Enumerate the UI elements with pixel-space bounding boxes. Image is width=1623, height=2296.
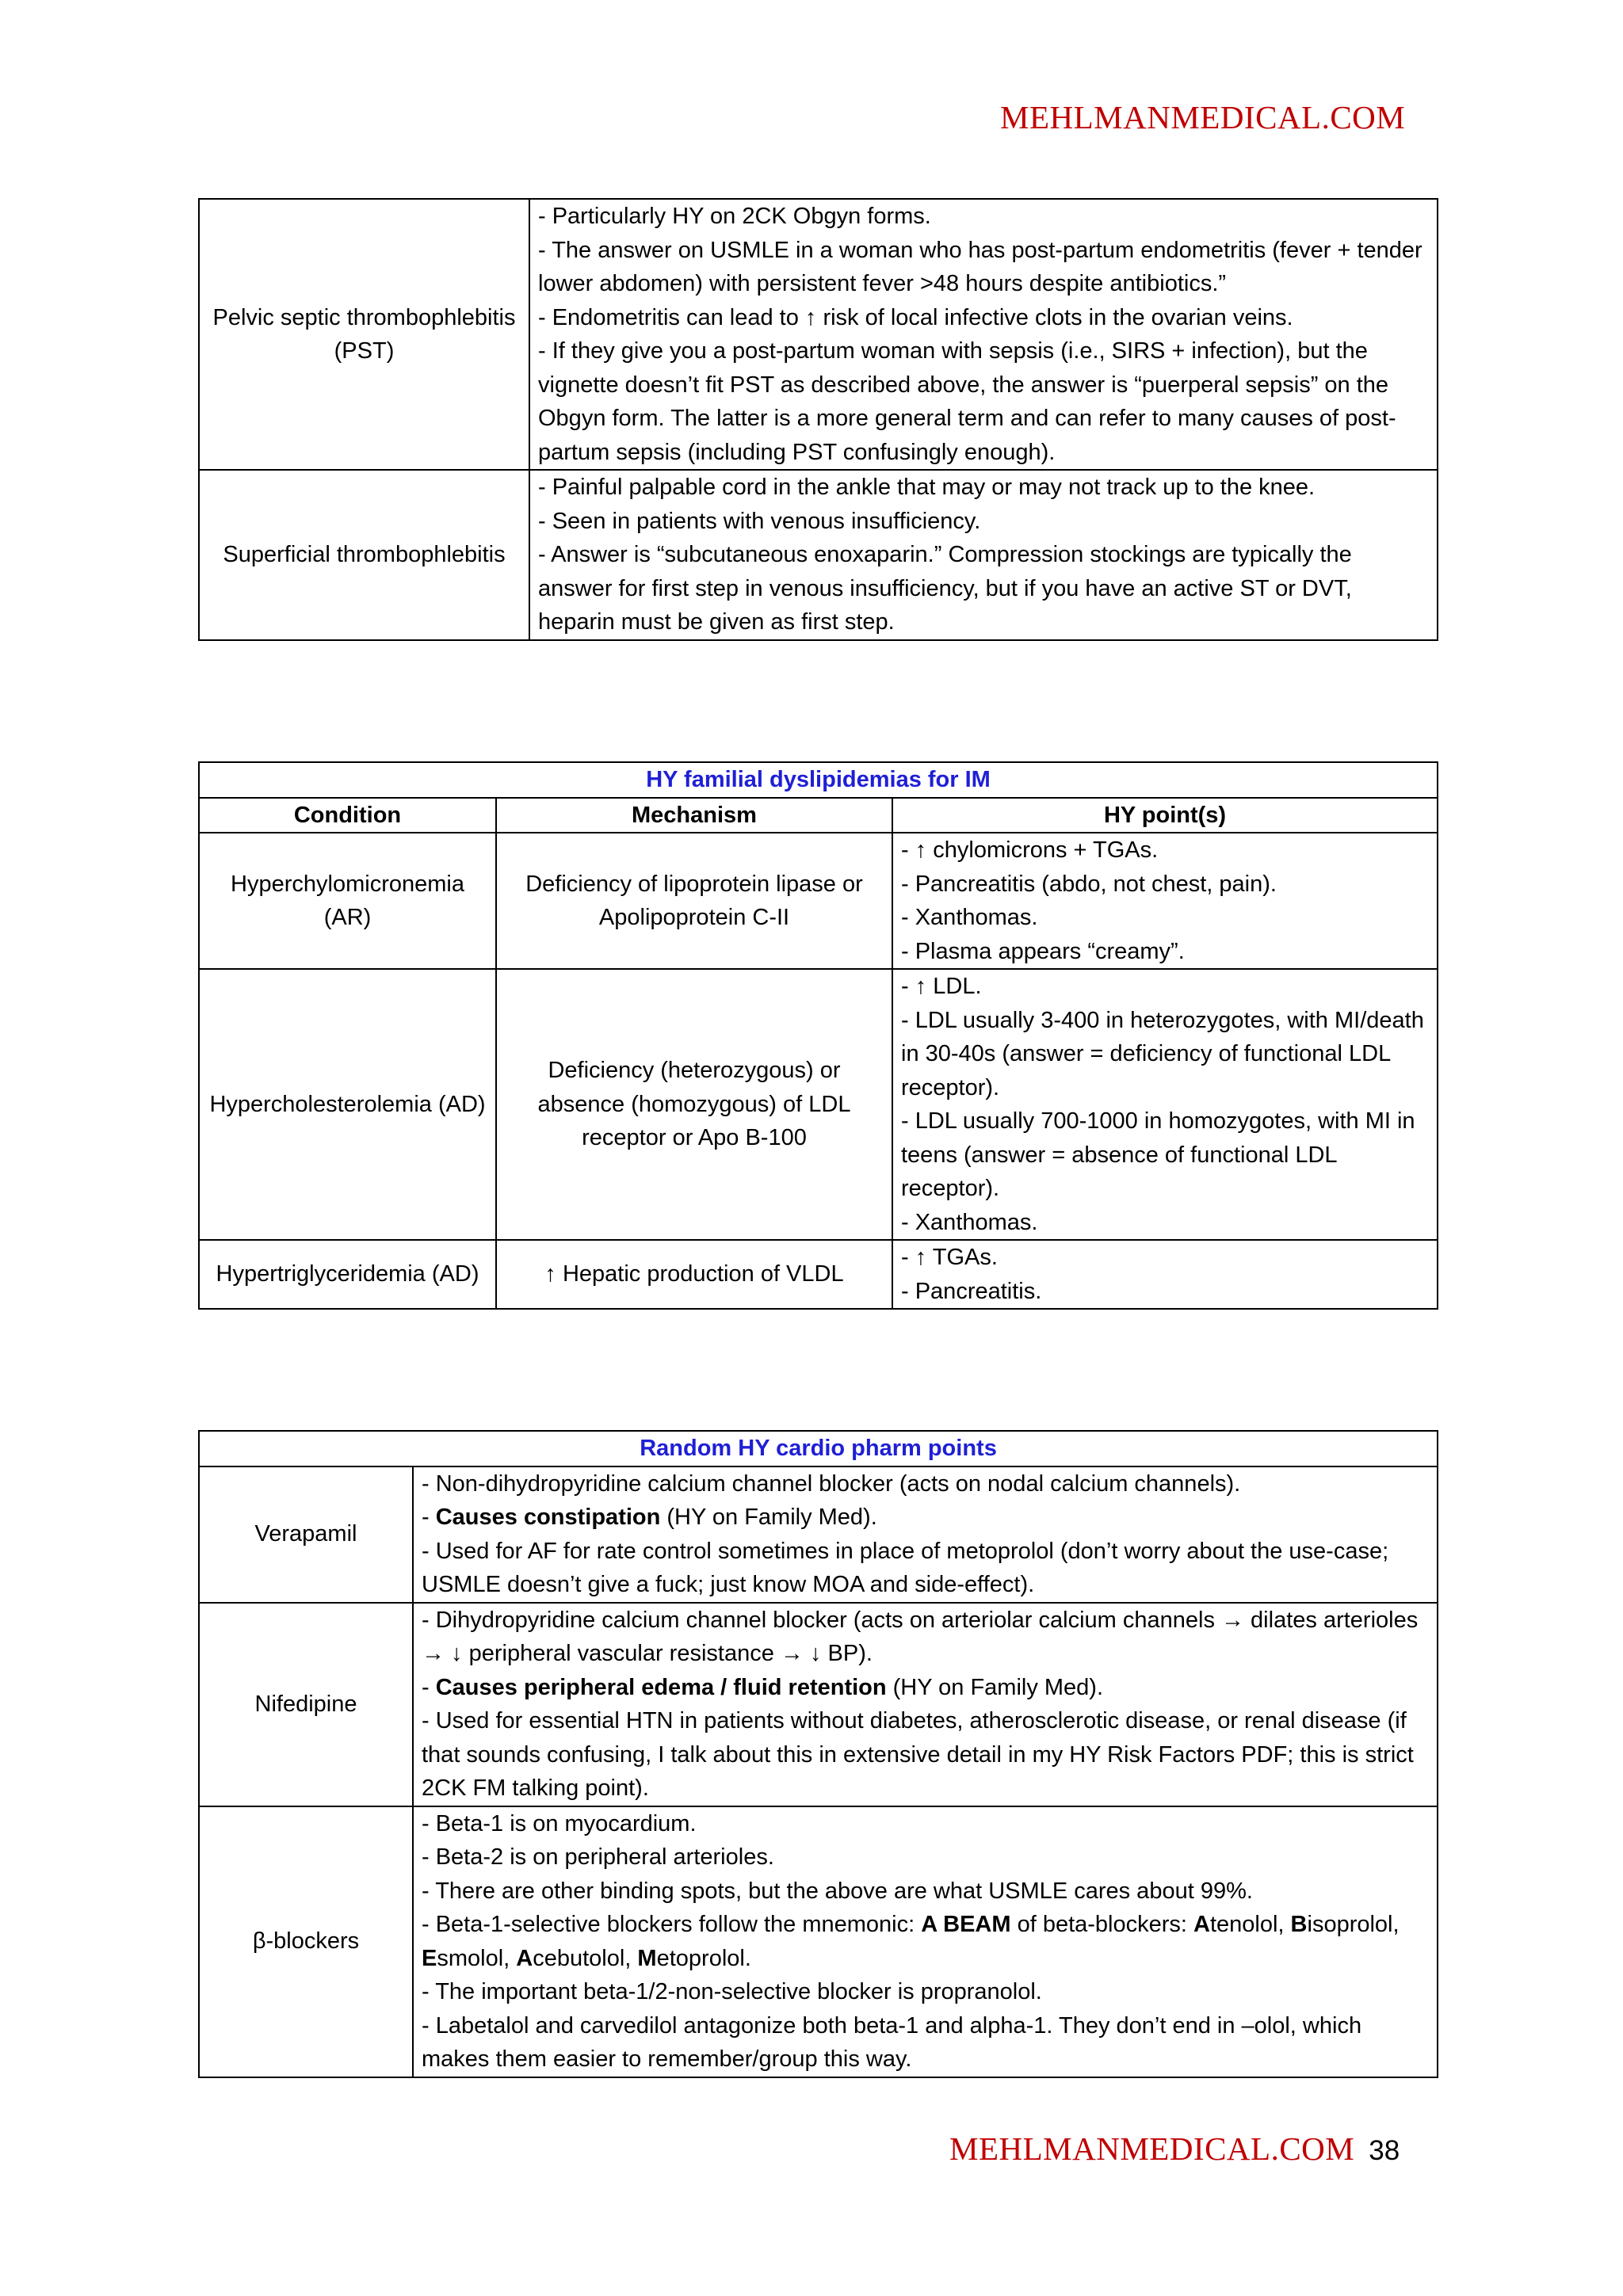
point: - ↑ chylomicrons + TGAs. bbox=[901, 837, 1159, 863]
table-row bbox=[199, 969, 1438, 1240]
drug-name: Nifedipine bbox=[199, 1603, 413, 1806]
point: - Used for essential HTN in patients without diabetes, atherosclerotic disease, or renal disease (if that sounds confusing, I talk about this in extensive detail in my HY Risk Factors PDF; this is strict 2CK FM talking point). bbox=[422, 1708, 1414, 1801]
point: - Beta-1-selective blockers follow the mnemonic: A BEAM of beta-blockers: Atenolol, Bisoprolol, Esmolol, Acebutolol, Metoprolol. bbox=[422, 1912, 1400, 1971]
point: - Painful palpable cord in the ankle that may or may not track up to the knee. bbox=[538, 475, 1316, 500]
table-row bbox=[199, 833, 1438, 969]
point: - Pancreatitis (abdo, not chest, pain). bbox=[901, 871, 1277, 897]
mechanism-cell: ↑ Hepatic production of VLDL bbox=[496, 1240, 892, 1309]
table-caption-row bbox=[199, 1431, 1438, 1466]
thrombophlebitis-table bbox=[198, 198, 1438, 641]
row-label: Pelvic septic thrombophlebitis (PST) bbox=[199, 199, 529, 470]
footer bbox=[949, 2130, 1400, 2170]
table-row bbox=[199, 470, 1438, 640]
drug-points bbox=[413, 1466, 1438, 1603]
mechanism-cell: Deficiency of lipoprotein lipase or Apolipoprotein C-II bbox=[496, 833, 892, 969]
header-brand: MEHLMANMEDICAL.COM bbox=[1000, 99, 1406, 135]
drug-name: β-blockers bbox=[199, 1806, 413, 2077]
point: - LDL usually 3-400 in heterozygotes, with MI/death in 30-40s (answer = deficiency of functional LDL receptor). bbox=[901, 1007, 1424, 1100]
row-content bbox=[529, 470, 1438, 640]
footer-brand: MEHLMANMEDICAL.COM bbox=[949, 2130, 1355, 2167]
point: - Xanthomas. bbox=[901, 905, 1038, 930]
point: - Dihydropyridine calcium channel blocker (acts on arteriolar calcium channels → dilates arterioles → ↓ peripheral vascular resistance → ↓ BP). bbox=[422, 1607, 1419, 1666]
condition-cell: Hyperchylomicronemia (AR) bbox=[199, 833, 496, 969]
point: - If they give you a post-partum woman with sepsis (i.e., SIRS + infection), but the vignette doesn’t fit PST as described above, the answer is “puerperal sepsis” on the Obgyn form. The latter is a more general term and can refer to many causes of post-partum sepsis (including PST confusingly enough). bbox=[538, 338, 1396, 465]
point: - ↑ TGAs. bbox=[901, 1245, 998, 1270]
column-header: Mechanism bbox=[496, 798, 892, 833]
point: - Causes peripheral edema / fluid retention (HY on Family Med). bbox=[422, 1674, 1104, 1700]
point: - Pancreatitis. bbox=[901, 1278, 1042, 1304]
point: - Seen in patients with venous insufficiency. bbox=[538, 508, 981, 534]
table-row bbox=[199, 1466, 1438, 1603]
points-cell bbox=[892, 969, 1438, 1240]
cardio-pharm-table bbox=[198, 1430, 1438, 2078]
bold-text: Causes constipation bbox=[435, 1505, 661, 1530]
table-title: Random HY cardio pharm points bbox=[199, 1431, 1438, 1466]
column-header: HY point(s) bbox=[892, 798, 1438, 833]
point: - Answer is “subcutaneous enoxaparin.” Compression stockings are typically the answer for first step in venous insufficiency, but if you have an active ST or DVT, heparin must be given as first step. bbox=[538, 542, 1352, 635]
table-caption-row bbox=[199, 762, 1438, 798]
drug-points bbox=[413, 1806, 1438, 2077]
table-row bbox=[199, 1603, 1438, 1806]
points-cell bbox=[892, 1240, 1438, 1309]
dyslipidemia-table bbox=[198, 761, 1438, 1310]
point: - ↑ LDL. bbox=[901, 974, 982, 999]
drug-name: Verapamil bbox=[199, 1466, 413, 1603]
point: - LDL usually 700-1000 in homozygotes, with MI in teens (answer = absence of functional LDL receptor). bbox=[901, 1108, 1415, 1201]
point: - Xanthomas. bbox=[901, 1209, 1038, 1235]
table-title: HY familial dyslipidemias for IM bbox=[199, 762, 1438, 798]
point: - There are other binding spots, but the above are what USMLE cares about 99%. bbox=[422, 1878, 1253, 1904]
point: - Causes constipation (HY on Family Med). bbox=[422, 1505, 877, 1530]
condition-cell: Hypertriglyceridemia (AD) bbox=[199, 1240, 496, 1309]
point: - The important beta-1/2-non-selective blocker is propranolol. bbox=[422, 1979, 1042, 2004]
point: - Plasma appears “creamy”. bbox=[901, 938, 1185, 964]
point: - Endometritis can lead to ↑ risk of local infective clots in the ovarian veins. bbox=[538, 304, 1293, 330]
page-number: 38 bbox=[1369, 2135, 1400, 2166]
row-content bbox=[529, 199, 1438, 470]
point: - Beta-1 is on myocardium. bbox=[422, 1810, 697, 1836]
row-label: Superficial thrombophlebitis bbox=[199, 470, 529, 640]
table-row bbox=[199, 199, 1438, 470]
drug-points bbox=[413, 1603, 1438, 1806]
point: - Beta-2 is on peripheral arterioles. bbox=[422, 1844, 774, 1870]
points-cell bbox=[892, 833, 1438, 969]
point: - Used for AF for rate control sometimes in place of metoprolol (don’t worry about the use-case; USMLE doesn’t give a fuck; just know MOA and side-effect). bbox=[422, 1538, 1389, 1597]
table-row bbox=[199, 1806, 1438, 2077]
column-header: Condition bbox=[199, 798, 496, 833]
bold-text: Causes peripheral edema / fluid retention bbox=[435, 1674, 887, 1700]
point: - Particularly HY on 2CK Obgyn forms. bbox=[538, 204, 931, 229]
point: - The answer on USMLE in a woman who has post-partum endometritis (fever + tender lower abdomen) with persistent fever >48 hours despite antibiotics.” bbox=[538, 237, 1423, 296]
bold-text: A BEAM bbox=[921, 1912, 1011, 1937]
point: - Non-dihydropyridine calcium channel blocker (acts on nodal calcium channels). bbox=[422, 1470, 1241, 1497]
table-header-row bbox=[199, 798, 1438, 833]
point: - Labetalol and carvedilol antagonize both beta-1 and alpha-1. They don’t end in –olol, which makes them easier to remember/group this way. bbox=[422, 2012, 1362, 2072]
table-row bbox=[199, 1240, 1438, 1309]
condition-cell: Hypercholesterolemia (AD) bbox=[199, 969, 496, 1240]
mechanism-cell: Deficiency (heterozygous) or absence (homozygous) of LDL receptor or Apo B-100 bbox=[496, 969, 892, 1240]
